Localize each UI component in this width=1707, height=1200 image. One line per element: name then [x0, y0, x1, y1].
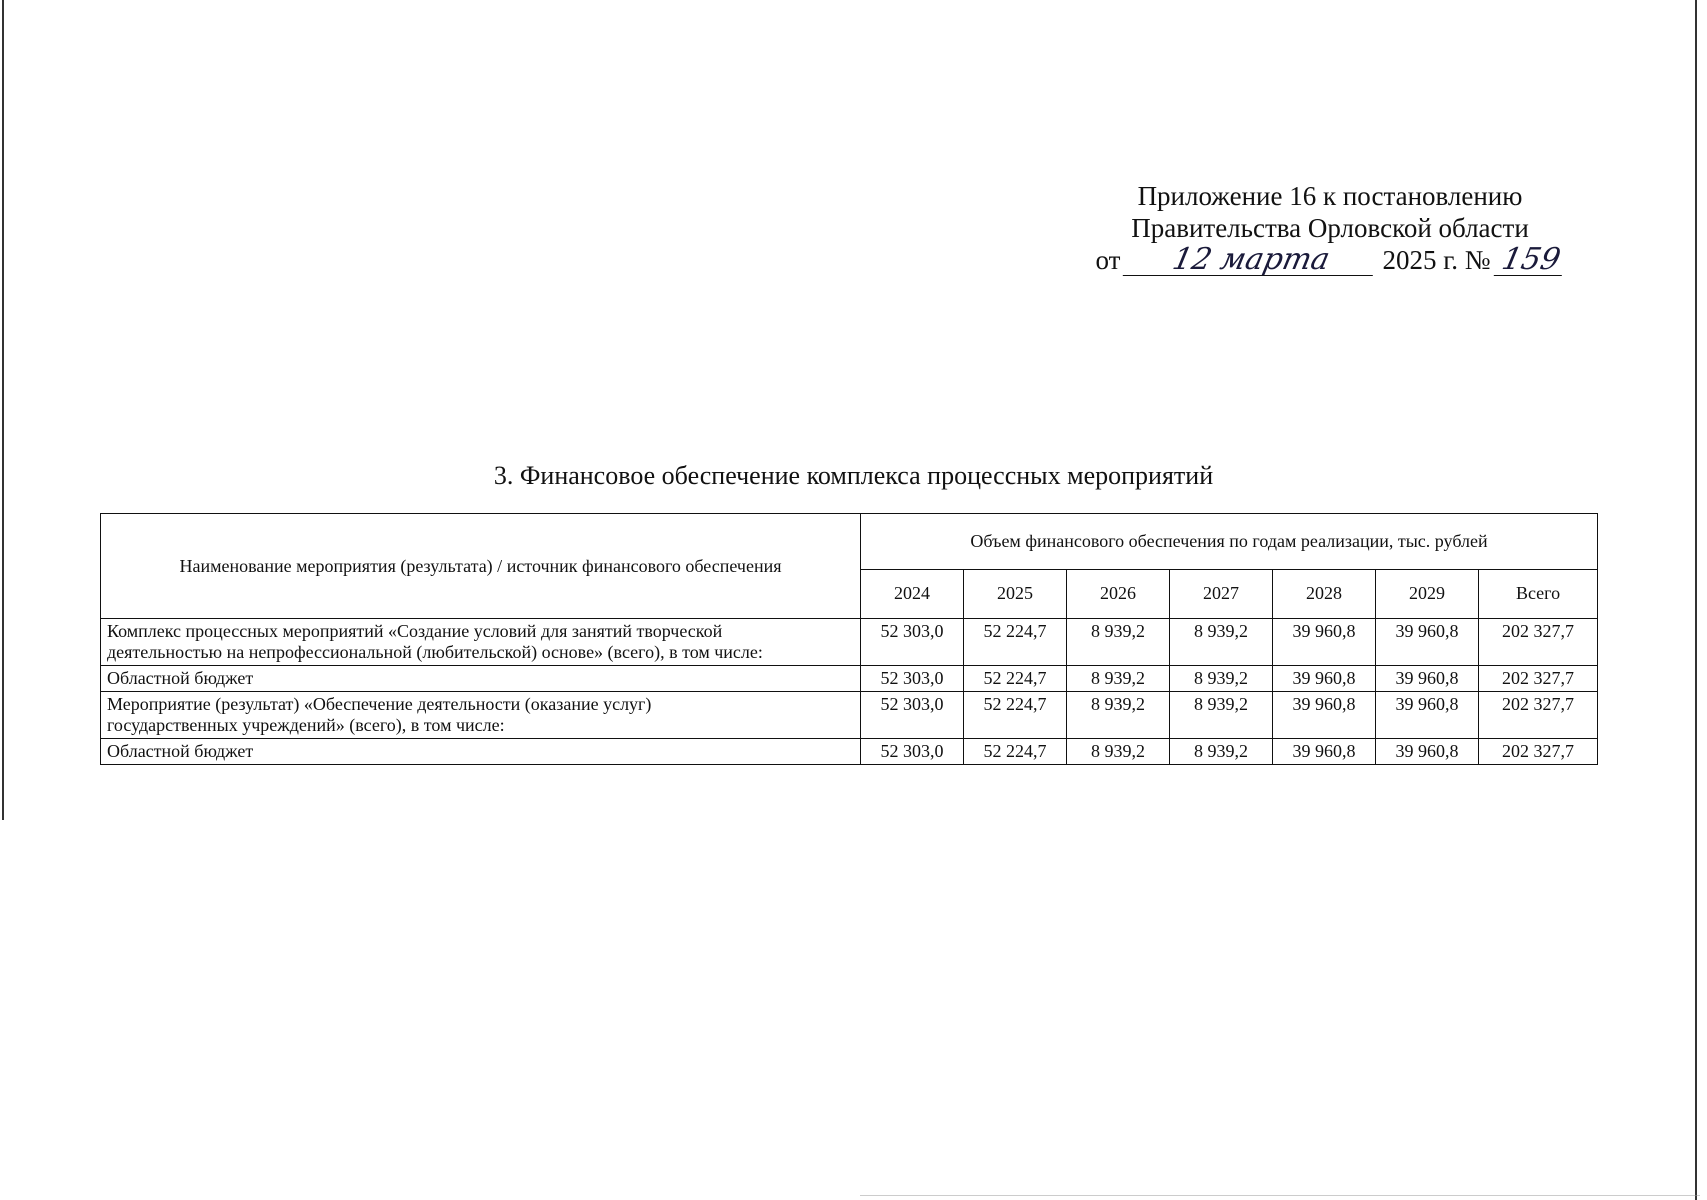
row-name [101, 692, 861, 739]
value-cell: 8 939,2 [1170, 692, 1273, 739]
volume-header-line-2: по годам реализации, тыс. рублей [1229, 530, 1488, 551]
value-cell: 8 939,2 [1170, 739, 1273, 765]
volume-column-header [861, 514, 1598, 570]
table-row [101, 692, 1598, 739]
year-header-2029: 2029 [1376, 569, 1479, 618]
value-cell: 8 939,2 [1067, 692, 1170, 739]
year-number-label: 2025 г. № [1382, 245, 1491, 275]
value-cell: 52 224,7 [964, 666, 1067, 692]
total-cell: 202 327,7 [1479, 619, 1598, 666]
value-cell: 39 960,8 [1376, 619, 1479, 666]
value-cell: 39 960,8 [1273, 619, 1376, 666]
appendix-line-1: Приложение 16 к постановлению [1137, 181, 1523, 211]
table-row [101, 739, 1598, 765]
year-header-2025: 2025 [964, 569, 1067, 618]
value-cell: 39 960,8 [1273, 692, 1376, 739]
value-cell: 52 224,7 [964, 619, 1067, 666]
value-cell: 39 960,8 [1376, 739, 1479, 765]
total-cell: 202 327,7 [1479, 739, 1598, 765]
value-cell: 52 224,7 [964, 739, 1067, 765]
value-cell: 52 303,0 [861, 739, 964, 765]
total-header: Всего [1479, 569, 1598, 618]
value-cell: 39 960,8 [1376, 666, 1479, 692]
value-cell: 8 939,2 [1067, 739, 1170, 765]
section-title: 3. Финансовое обеспечение комплекса процессных мероприятий [493, 461, 1214, 490]
scan-edge-right [1695, 0, 1697, 1200]
year-header-2027: 2027 [1170, 569, 1273, 618]
value-cell: 39 960,8 [1376, 692, 1479, 739]
volume-header-line-1: Объем финансового обеспечения [970, 530, 1225, 551]
row-name-line-1: Областной бюджет [107, 741, 254, 761]
appendix-header [1070, 180, 1590, 276]
value-cell: 52 224,7 [964, 692, 1067, 739]
row-name-line-2: деятельностью на непрофессиональной (любительской) основе» (всего), в том числе: [107, 642, 763, 662]
handwritten-number: 159 [1493, 245, 1568, 276]
value-cell: 39 960,8 [1273, 739, 1376, 765]
value-cell: 52 303,0 [861, 692, 964, 739]
value-cell: 8 939,2 [1170, 666, 1273, 692]
handwritten-date: 12 марта [1123, 245, 1380, 276]
table-row [101, 666, 1598, 692]
financing-table [100, 513, 1598, 765]
row-name-line-1: Областной бюджет [107, 668, 254, 688]
year-header-2026: 2026 [1067, 569, 1170, 618]
year-header-2024: 2024 [861, 569, 964, 618]
row-name [101, 739, 861, 765]
value-cell: 8 939,2 [1067, 666, 1170, 692]
table-row [101, 619, 1598, 666]
total-cell: 202 327,7 [1479, 692, 1598, 739]
row-name-line-2: государственных учреждений» (всего), в том числе: [107, 715, 505, 735]
value-cell: 52 303,0 [861, 619, 964, 666]
appendix-line-2: Правительства Орловской области [1131, 213, 1529, 243]
scan-edge-bottom [860, 1195, 1700, 1196]
row-name [101, 619, 861, 666]
value-cell: 8 939,2 [1170, 619, 1273, 666]
scan-edge-left [2, 0, 4, 820]
row-name [101, 666, 861, 692]
row-name-line-1: Мероприятие (результат) «Обеспечение деятельности (оказание услуг) [107, 694, 652, 714]
total-cell: 202 327,7 [1479, 666, 1598, 692]
name-column-header [101, 514, 861, 619]
appendix-date-line [1070, 244, 1590, 276]
value-cell: 52 303,0 [861, 666, 964, 692]
row-name-line-1: Комплекс процессных мероприятий «Создание условий для занятий творческой [107, 621, 723, 641]
from-label: от [1095, 245, 1121, 275]
value-cell: 8 939,2 [1067, 619, 1170, 666]
name-header-line-1: Наименование мероприятия (результата) / [179, 555, 503, 576]
name-header-line-2: источник финансового обеспечения [506, 555, 782, 576]
value-cell: 39 960,8 [1273, 666, 1376, 692]
year-header-2028: 2028 [1273, 569, 1376, 618]
